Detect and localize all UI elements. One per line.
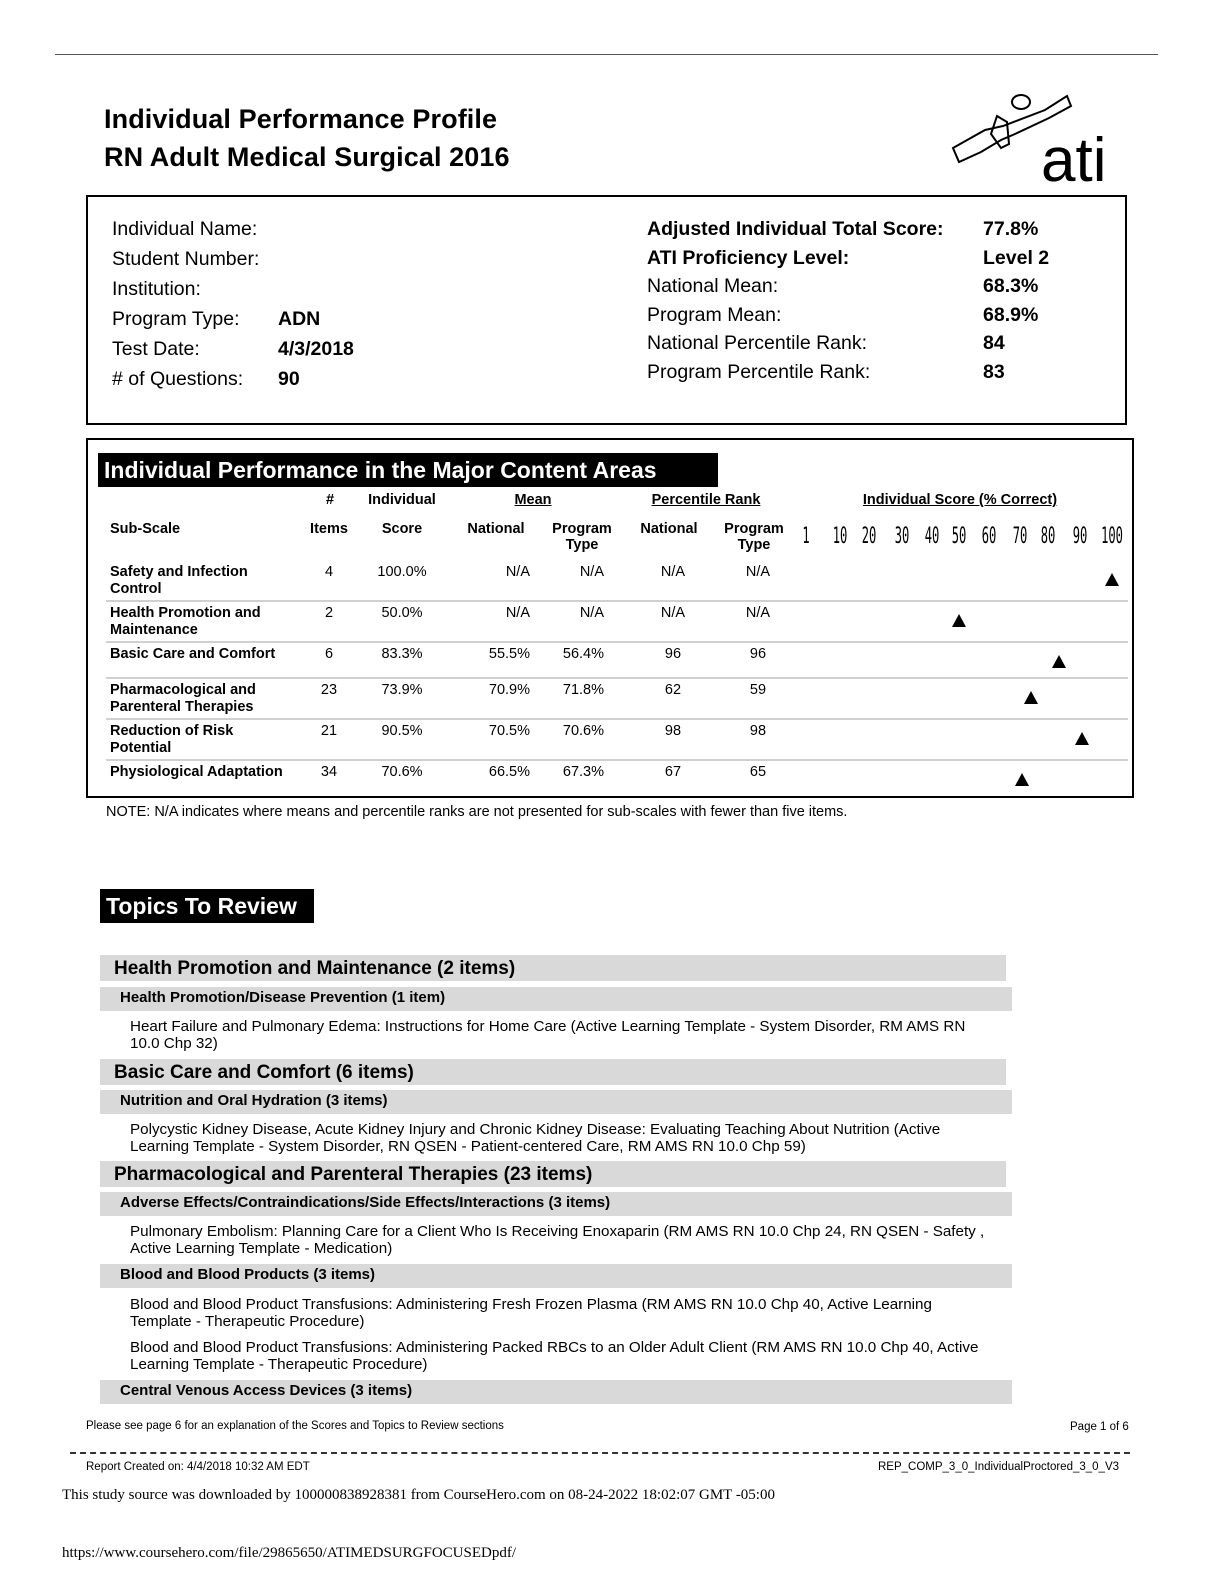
mean-national: 55.5%: [488, 646, 530, 662]
mean-national: 70.5%: [488, 723, 530, 739]
summary-label: Test Date:: [112, 338, 200, 360]
mean-national: 70.9%: [488, 682, 530, 698]
subscale-name: Physiological Adaptation: [110, 764, 283, 780]
mean-program-type: 71.8%: [562, 682, 604, 698]
topic-item: Blood and Blood Product Transfusions: Administering Packed RBCs to an Older Adult Client (RM AMS RN 10.0 Chp 40, Active Learning Template - Therapeutic Procedure): [130, 1339, 979, 1373]
scale-tick: 20: [861, 524, 877, 549]
mean-national: N/A: [505, 564, 530, 580]
subscale-name: Reduction of Risk Potential: [110, 723, 234, 756]
page-title: Individual Performance Profile: [104, 104, 498, 134]
header-mean: Mean: [514, 492, 552, 508]
summary-value: ADN: [278, 308, 321, 330]
na-note: NOTE: N/A indicates where means and percentile ranks are not presented for sub-scales with fewer than five items.: [106, 804, 848, 820]
topic-subcategory: Nutrition and Oral Hydration (3 items): [100, 1090, 1012, 1114]
subscale-name: Pharmacological and Parenteral Therapies: [110, 682, 256, 715]
score-marker: [1075, 732, 1089, 745]
subscale-name: Safety and Infection Control: [110, 564, 248, 597]
summary-label: Institution:: [112, 278, 201, 300]
subscale-name: Basic Care and Comfort: [110, 646, 276, 662]
page-subtitle: RN Adult Medical Surgical 2016: [104, 142, 510, 172]
footer-created: Report Created on: 4/4/2018 10:32 AM EDT: [86, 1461, 310, 1473]
header-program-type-pr: Program Type: [724, 521, 784, 553]
score-marker: [1015, 773, 1029, 786]
summary-value: 68.9%: [983, 303, 1039, 326]
header-program-type: Program Type: [552, 521, 612, 553]
summary-label: Program Mean:: [647, 303, 782, 326]
content-areas-title: Individual Performance in the Major Content Areas: [98, 453, 718, 487]
header-individual-score: Individual Score (% Correct): [862, 492, 1058, 508]
header-national: National: [467, 521, 525, 537]
footer-explanation: Please see page 6 for an explanation of the Scores and Topics to Review sections: [86, 1420, 504, 1432]
scale-tick: 80: [1040, 524, 1056, 549]
percentile-program-type: 96: [749, 646, 767, 662]
scale-tick: 1: [802, 524, 810, 549]
summary-value: 68.3%: [983, 275, 1039, 298]
percentile-national: 96: [664, 646, 682, 662]
header-individual: Individual: [368, 492, 436, 508]
score-marker: [1105, 573, 1119, 586]
subscale-name: Health Promotion and Maintenance: [110, 605, 261, 638]
mean-program-type: 70.6%: [562, 723, 604, 739]
percentile-national: N/A: [660, 605, 686, 621]
percentile-program-type: 59: [749, 682, 767, 698]
header-score: Score: [381, 521, 423, 537]
scale-tick: 40: [924, 524, 940, 549]
summary-label: Adjusted Individual Total Score:: [647, 218, 944, 240]
summary-value: 83: [983, 361, 1005, 383]
percentile-national: N/A: [660, 564, 686, 580]
top-rule: [55, 54, 1158, 55]
percentile-program-type: 65: [749, 764, 767, 780]
items-count: 34: [320, 764, 338, 780]
header-items: Items: [310, 521, 348, 537]
individual-score: 83.3%: [381, 646, 423, 662]
scale-tick: 50: [951, 524, 967, 549]
summary-label: # of Questions:: [112, 368, 244, 390]
download-source: This study source was downloaded by 100000838928381 from CourseHero.com on 08-24-2022 18:02:07 GMT -05:00: [62, 1487, 775, 1503]
topic-item: Pulmonary Embolism: Planning Care for a Client Who Is Receiving Enoxaparin (RM AMS RN 10.0 Chp 24, RN QSEN - Safety , Active Learning Template - Medication): [130, 1223, 985, 1257]
summary-label: Program Type:: [112, 308, 240, 330]
score-marker: [1052, 655, 1066, 668]
mean-program-type: 56.4%: [562, 646, 604, 662]
mean-program-type: 67.3%: [562, 764, 604, 780]
mean-national: 66.5%: [488, 764, 530, 780]
individual-score: 50.0%: [381, 605, 423, 621]
percentile-program-type: 98: [749, 723, 767, 739]
summary-label: National Mean:: [647, 275, 779, 298]
percentile-program-type: N/A: [745, 605, 771, 621]
topic-item: Heart Failure and Pulmonary Edema: Instructions for Home Care (Active Learning Template - System Disorder, RM AMS RN 10.0 Chp 32): [130, 1018, 966, 1052]
topic-category: Pharmacological and Parenteral Therapies (23 items): [100, 1161, 1006, 1187]
source-url[interactable]: https://www.coursehero.com/file/29865650/ATIMEDSURGFOCUSEDpdf/: [62, 1545, 516, 1561]
items-count: 2: [324, 605, 334, 621]
topic-item: Blood and Blood Product Transfusions: Administering Fresh Frozen Plasma (RM AMS RN 10.0 Chp 40, Active Learning Template - Therapeutic Procedure): [130, 1296, 932, 1330]
mean-program-type: N/A: [579, 564, 604, 580]
topic-subcategory: Health Promotion/Disease Prevention (1 item): [100, 987, 1012, 1011]
row-divider: [106, 759, 1128, 761]
row-divider: [106, 641, 1128, 643]
footer-report-id: REP_COMP_3_0_IndividualProctored_3_0_V3: [878, 1461, 1120, 1473]
items-count: 23: [320, 682, 338, 698]
items-count: 6: [324, 646, 334, 662]
individual-score: 90.5%: [381, 723, 423, 739]
percentile-program-type: N/A: [745, 564, 771, 580]
percentile-national: 98: [664, 723, 682, 739]
individual-score: 100.0%: [377, 564, 427, 580]
mean-national: N/A: [505, 605, 530, 621]
row-divider: [106, 718, 1128, 720]
mean-program-type: N/A: [579, 605, 604, 621]
summary-label: Individual Name:: [112, 218, 258, 240]
scale-tick: 70: [1012, 524, 1028, 549]
scale-tick: 60: [981, 524, 997, 549]
topics-title: Topics To Review: [100, 889, 314, 923]
scale-tick: 10: [832, 524, 848, 549]
summary-label: Program Percentile Rank:: [647, 361, 871, 383]
individual-score: 70.6%: [381, 764, 423, 780]
items-count: 21: [320, 723, 338, 739]
row-divider: [106, 677, 1128, 679]
header-percentile-rank: Percentile Rank: [651, 492, 761, 508]
topic-subcategory: Central Venous Access Devices (3 items): [100, 1380, 1012, 1404]
percentile-national: 67: [664, 764, 682, 780]
percentile-national: 62: [664, 682, 682, 698]
header-subscale: Sub-Scale: [110, 521, 181, 537]
scale-tick: 90: [1072, 524, 1088, 549]
header-national-pr: National: [640, 521, 698, 537]
scale-tick: 30: [894, 524, 910, 549]
summary-value: Level 2: [983, 246, 1050, 269]
summary-label: National Percentile Rank:: [647, 332, 868, 355]
ati-logo: [945, 86, 1125, 186]
logo-text: ati: [1041, 126, 1107, 186]
items-count: 4: [324, 564, 334, 580]
score-marker: [952, 614, 966, 627]
topic-subcategory: Blood and Blood Products (3 items): [100, 1264, 1012, 1288]
summary-value: 77.8%: [983, 218, 1039, 240]
summary-label: ATI Proficiency Level:: [647, 246, 850, 269]
scale-tick: 100: [1101, 524, 1123, 549]
score-marker: [1024, 691, 1038, 704]
topic-category: Health Promotion and Maintenance (2 items): [100, 955, 1006, 981]
summary-label: Student Number:: [112, 248, 260, 270]
row-divider: [106, 600, 1128, 602]
topic-subcategory: Adverse Effects/Contraindications/Side Effects/Interactions (3 items): [100, 1192, 1012, 1216]
footer-dashed-rule: [70, 1452, 1130, 1454]
summary-value: 90: [278, 368, 300, 390]
footer-page-number: Page 1 of 6: [1070, 1421, 1129, 1433]
summary-value: 4/3/2018: [278, 338, 354, 360]
topic-category: Basic Care and Comfort (6 items): [100, 1059, 1006, 1085]
summary-value: 84: [983, 332, 1005, 355]
individual-score: 73.9%: [381, 682, 423, 698]
topic-item: Polycystic Kidney Disease, Acute Kidney Injury and Chronic Kidney Disease: Evaluating Teaching About Nutrition (Active Learning Template - System Disorder, RN QSEN - Patient-centered Care, RM AMS RN 10.0 Chp 59): [130, 1121, 941, 1155]
header-items-hash: #: [325, 492, 335, 508]
